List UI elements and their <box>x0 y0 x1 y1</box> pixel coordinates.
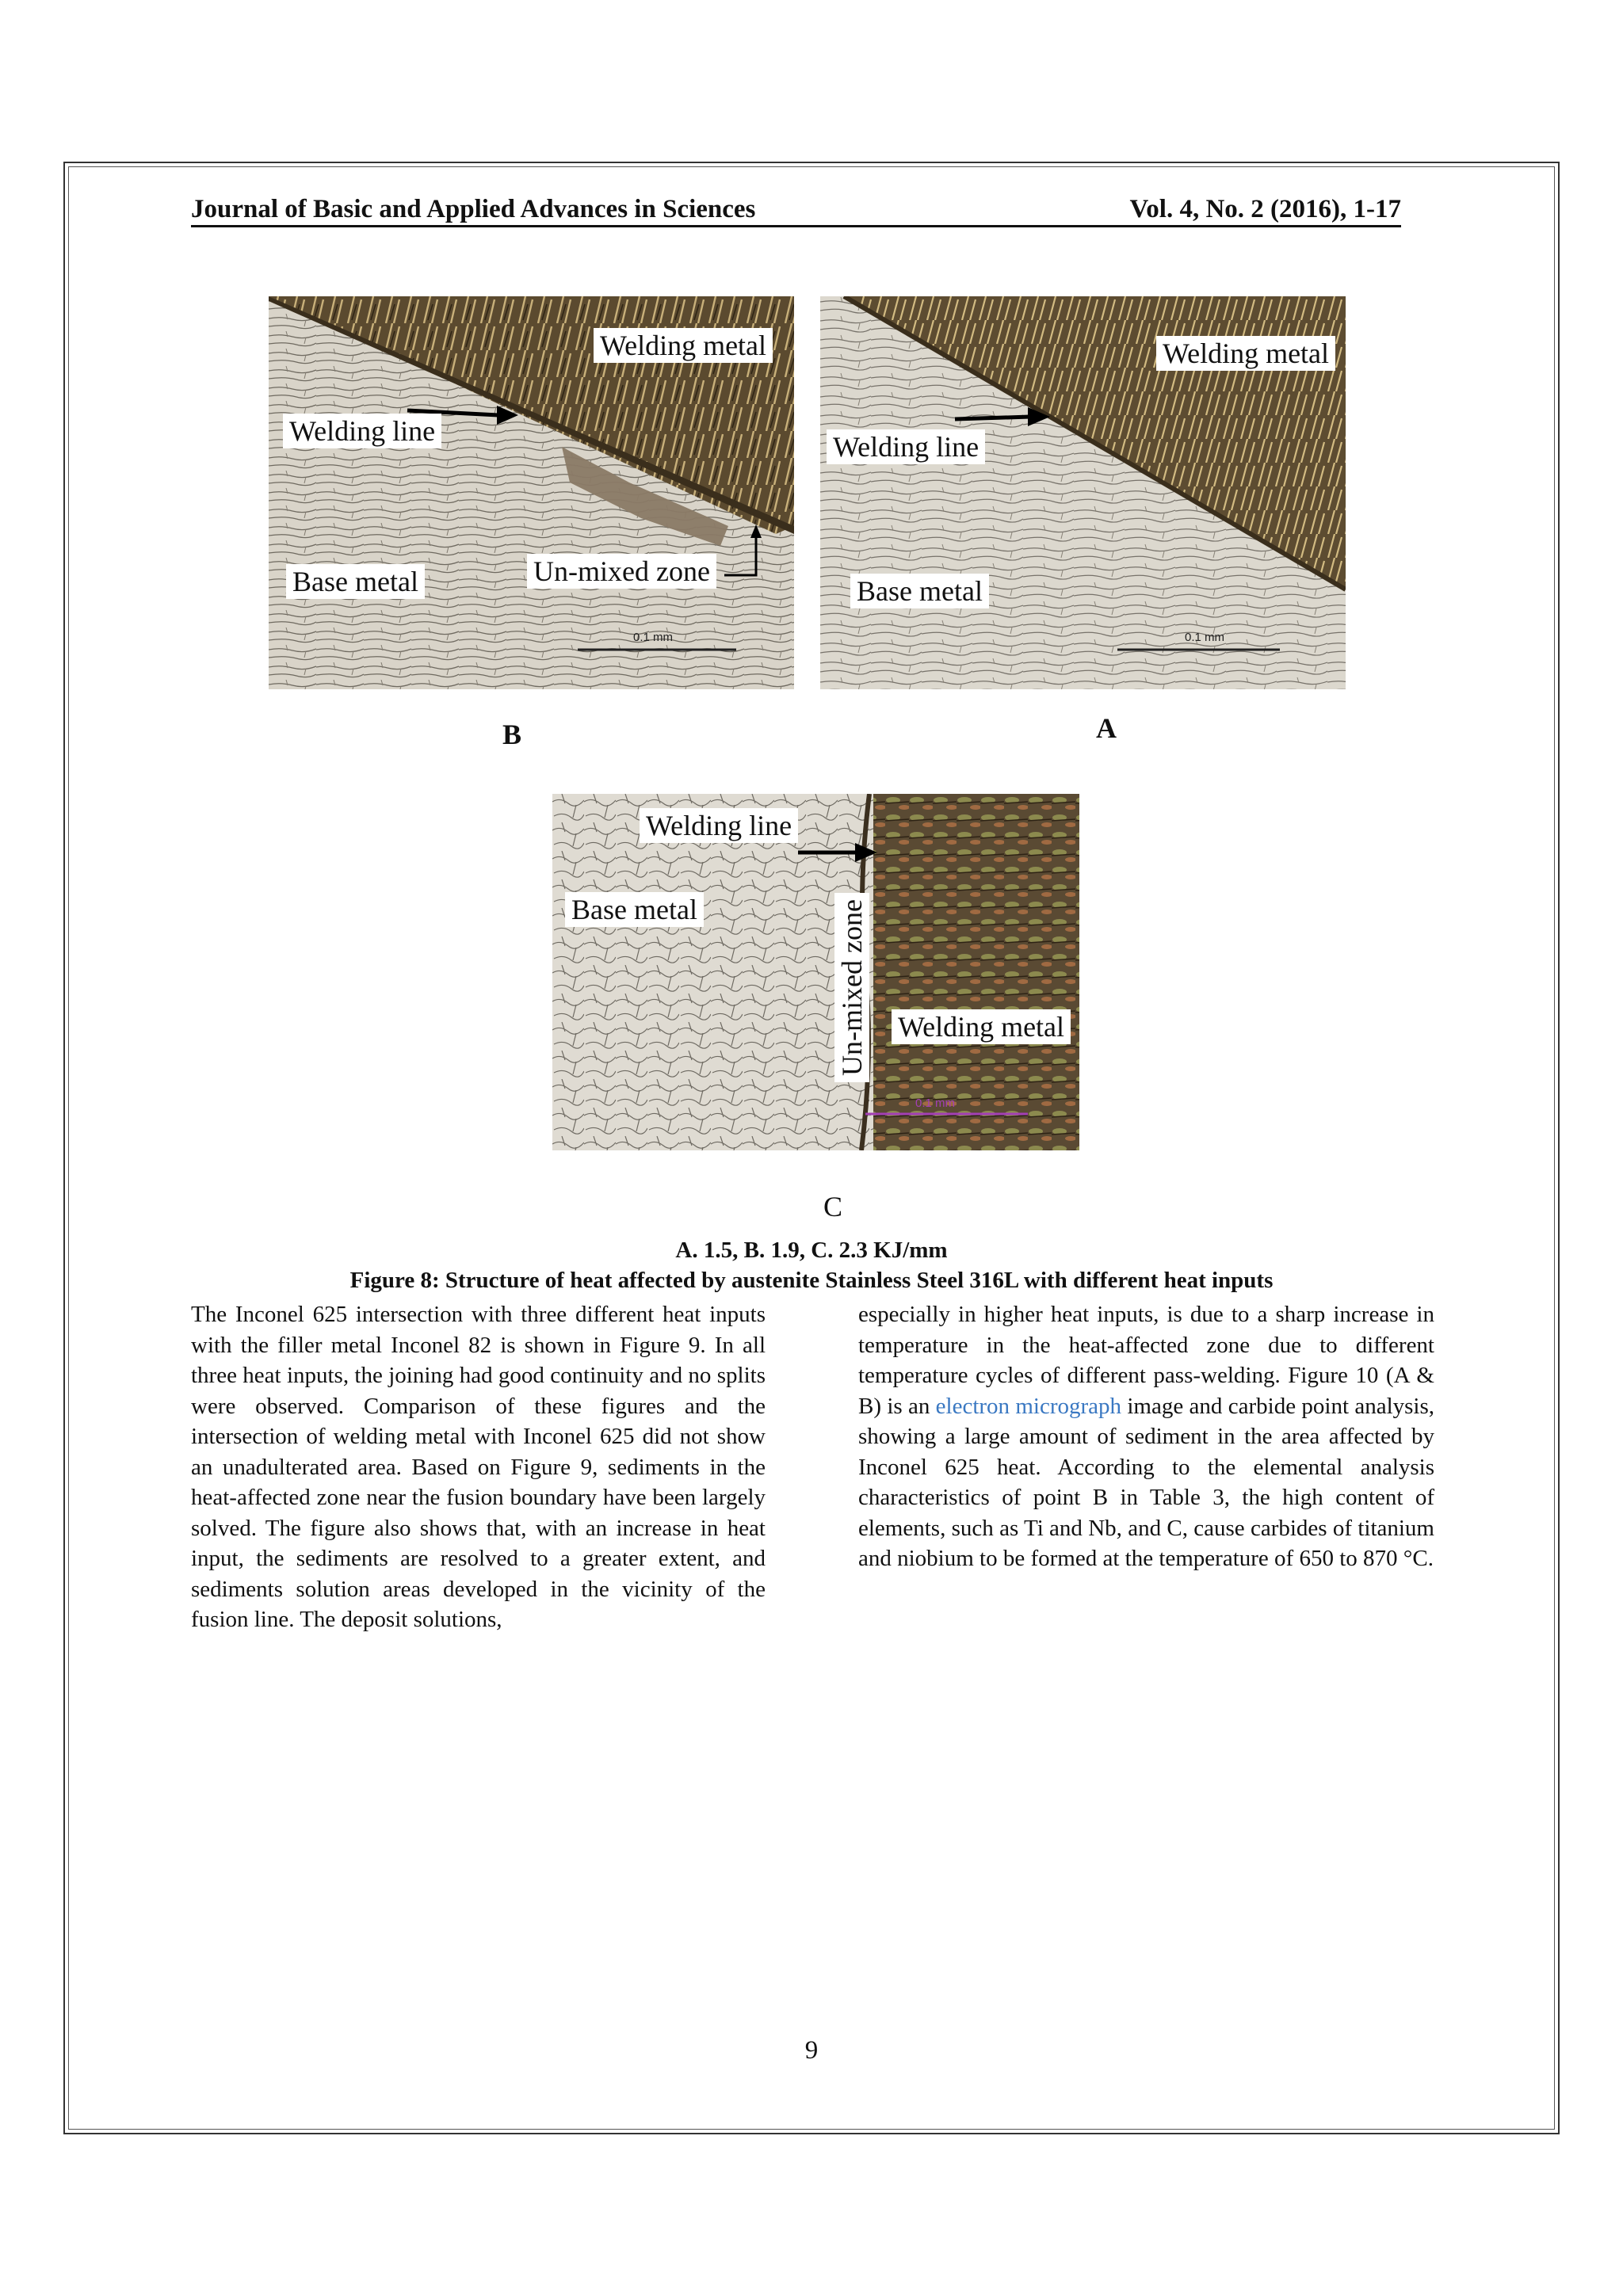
scale-bar-label: 0.1 mm <box>633 631 674 644</box>
micrograph-c <box>552 794 1079 1150</box>
micrograph-b <box>269 296 794 689</box>
figure-caption: Figure 8: Structure of heat affected by austenite Stainless Steel 316L with different heat inputs <box>349 1268 1274 1293</box>
label-welding-line: Welding line <box>827 429 985 464</box>
journal-title: Journal of Basic and Applied Advances in Sciences <box>191 195 756 223</box>
label-welding-metal: Welding metal <box>892 1009 1071 1044</box>
paragraph-right-start: especially in higher heat inputs, is due to a sharp increase in temperature in the heat-affected zone due to different temperature cycles of different pass-welding. Figure 10 (A & B) is an <box>858 1302 1434 1419</box>
volume-info: Vol. 4, No. 2 (2016), 1-17 <box>1129 195 1401 223</box>
micrograph-a <box>820 296 1346 689</box>
panel-letter-a: A <box>1096 712 1117 744</box>
body-column-left <box>191 1299 766 1635</box>
label-unmixed-zone: Un-mixed zone <box>527 554 716 589</box>
label-welding-metal: Welding metal <box>1156 336 1335 371</box>
running-header <box>191 193 1401 227</box>
label-base-metal: Base metal <box>850 574 989 608</box>
label-unmixed-zone: Un-mixed zone <box>834 893 869 1082</box>
electron-micrograph-link[interactable]: electron micrograph <box>935 1393 1122 1419</box>
scale-bar-label: 0.1 mm <box>915 1097 956 1110</box>
body-column-right <box>858 1299 1434 1574</box>
label-base-metal: Base metal <box>286 564 425 599</box>
paragraph-right <box>858 1299 1434 1574</box>
page-number: 9 <box>804 2036 819 2065</box>
panel-letter-b: B <box>502 719 522 750</box>
scale-bar-label: 0.1 mm <box>1185 631 1225 644</box>
paragraph-right-end: image and carbide point analysis, showing a large amount of sediment in the area affected by Inconel 625 heat. According to the elemental analysis characteristics of point B in Table 3, the high content of elements, such as Ti and Nb, and C, cause carbides of titanium and niobium to be formed at the temperature of 650 to 870 °C. <box>858 1393 1435 1571</box>
panel-letter-c: C <box>823 1191 843 1222</box>
label-welding-line: Welding line <box>283 414 441 448</box>
label-welding-line: Welding line <box>640 808 798 843</box>
label-base-metal: Base metal <box>565 892 704 927</box>
paragraph-left: The Inconel 625 intersection with three different heat inputs with the filler metal Inconel 82 is shown in Figure 9. In all three heat inputs, the joining had good continuity and no splits were observed. Comparison of these figures and the intersection of welding metal with Inconel 625 did not show an unadulterated area. Based on Figure 9, sediments in the heat-affected zone near the fusion boundary have been largely solved. The figure also shows that, with an increase in heat input, the sediments are resolved to a greater extent, and sediments solution areas developed in the vicinity of the fusion line. The deposit solutions, <box>191 1302 766 1632</box>
figure-subcaption: A. 1.5, B. 1.9, C. 2.3 KJ/mm <box>675 1238 948 1263</box>
label-welding-metal: Welding metal <box>594 328 773 363</box>
